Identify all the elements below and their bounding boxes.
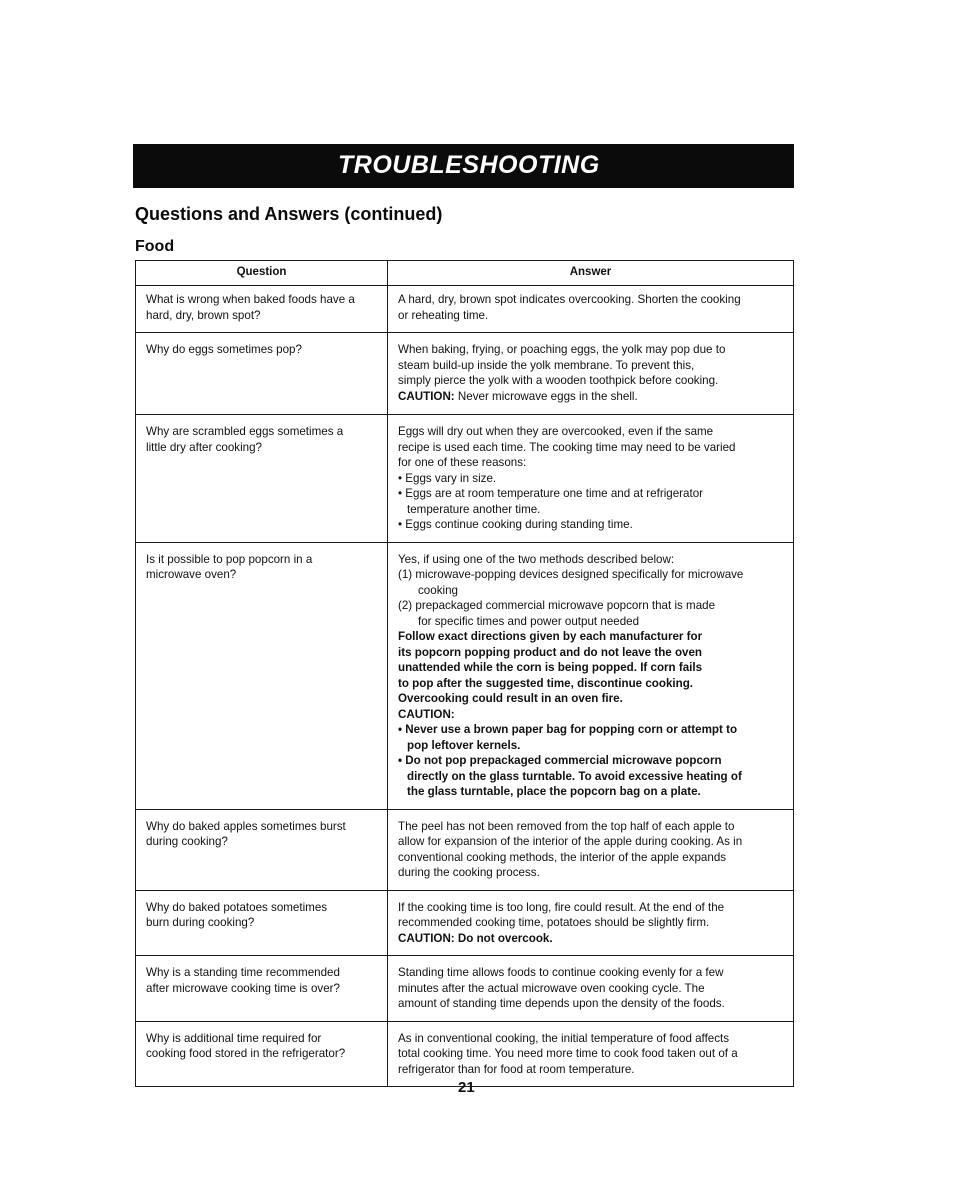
- answer-cell: [388, 890, 794, 956]
- answer-text: conventional cooking methods, the interior of the apple expands: [398, 850, 727, 864]
- warning-text: to pop after the suggested time, discontinue cooking.: [398, 676, 694, 690]
- warning-text: Follow exact directions given by each manufacturer for: [398, 630, 703, 643]
- question-text: Why is additional time required for: [146, 1031, 322, 1045]
- question-text: cooking food stored in the refrigerator?: [146, 1047, 346, 1060]
- question-text: Why do eggs sometimes pop?: [146, 343, 302, 356]
- answer-text: Yes, if using one of the two methods described below:: [398, 552, 675, 566]
- caution-label: CAUTION:: [398, 389, 455, 403]
- answer-caution-line: [398, 389, 783, 405]
- warning-text: its popcorn popping product and do not leave the oven: [398, 645, 703, 659]
- warning-text: unattended while the corn is being popped. If corn fails: [398, 661, 703, 674]
- table-row: [136, 809, 794, 890]
- answer-cell: [388, 333, 794, 415]
- answer-text: total cooking time. You need more time to cook food taken out of a: [398, 1047, 738, 1060]
- table-row: [136, 333, 794, 415]
- answer-cell: [388, 1021, 794, 1087]
- bullet-item-continued: temperature another time.: [407, 502, 541, 516]
- caution-bullet: • Never use a brown paper bag for popping corn or attempt to: [398, 723, 738, 736]
- caution-line: CAUTION: Do not overcook.: [398, 931, 553, 945]
- answer-text: Standing time allows foods to continue cooking evenly for a few: [398, 966, 724, 979]
- table-row: [136, 286, 794, 333]
- bullet-item: • Eggs continue cooking during standing time.: [398, 518, 633, 531]
- question-cell: [136, 809, 388, 890]
- answer-text: for specific times and power output needed: [418, 614, 640, 628]
- table-row: [136, 890, 794, 956]
- bullet-item: • Eggs vary in size.: [398, 471, 497, 485]
- caution-text: Never microwave eggs in the shell.: [454, 389, 638, 403]
- answer-column-header: Answer: [388, 261, 794, 286]
- caution-bullet-continued: directly on the glass turntable. To avoid excessive heating of: [407, 769, 742, 783]
- question-text: Why is a standing time recommended: [146, 966, 340, 979]
- answer-text: A hard, dry, brown spot indicates overcooking. Shorten the cooking: [398, 293, 741, 306]
- answer-cell: [388, 809, 794, 890]
- answer-text: recommended cooking time, potatoes should be slightly firm.: [398, 916, 710, 929]
- question-text: Why do baked potatoes sometimes: [146, 900, 328, 914]
- question-text: Is it possible to pop popcorn in a: [146, 552, 313, 566]
- question-text: Why do baked apples sometimes burst: [146, 819, 346, 833]
- question-text: burn during cooking?: [146, 916, 255, 929]
- question-cell: [136, 333, 388, 415]
- table-row: [136, 415, 794, 543]
- answer-text: The peel has not been removed from the top half of each apple to: [398, 819, 735, 833]
- answer-text: refrigerator than for food at room temperature.: [398, 1062, 635, 1076]
- answer-text: or reheating time.: [398, 308, 489, 322]
- warning-text: Overcooking could result in an oven fire.: [398, 692, 623, 705]
- question-text: after microwave cooking time is over?: [146, 981, 340, 995]
- bullet-item: • Eggs are at room temperature one time and at refrigerator: [398, 487, 704, 500]
- question-text: What is wrong when baked foods have a: [146, 293, 355, 306]
- answer-text: cooking: [418, 583, 458, 597]
- question-cell: [136, 1021, 388, 1087]
- answer-text: Eggs will dry out when they are overcooked, even if the same: [398, 425, 714, 438]
- table-row: [136, 542, 794, 809]
- question-cell: [136, 286, 388, 333]
- answer-text: during the cooking process.: [398, 866, 540, 879]
- question-cell: [136, 542, 388, 809]
- banner-title: TROUBLESHOOTING: [338, 151, 600, 179]
- answer-text: allow for expansion of the interior of the apple during cooking. As in: [398, 835, 743, 848]
- caution-bullet-continued: the glass turntable, place the popcorn bag on a plate.: [407, 785, 701, 798]
- answer-cell: [388, 542, 794, 809]
- table-row: [136, 1021, 794, 1087]
- qa-table: [135, 260, 794, 1087]
- question-text: hard, dry, brown spot?: [146, 308, 261, 322]
- answer-cell: [388, 286, 794, 333]
- caution-bullet-continued: pop leftover kernels.: [407, 738, 521, 752]
- question-column-header: Question: [136, 261, 388, 286]
- answer-text: for one of these reasons:: [398, 456, 527, 469]
- subsection-title: Food: [135, 238, 175, 255]
- answer-text: When baking, frying, or poaching eggs, the yolk may pop due to: [398, 343, 726, 356]
- answer-text: minutes after the actual microwave oven cooking cycle. The: [398, 981, 705, 995]
- title-banner: [133, 144, 794, 188]
- answer-text: If the cooking time is too long, fire could result. At the end of the: [398, 900, 725, 914]
- page-number: 21: [458, 1079, 475, 1096]
- question-text: little dry after cooking?: [146, 440, 262, 454]
- section-title: Questions and Answers (continued): [135, 204, 443, 224]
- answer-cell: [388, 415, 794, 543]
- caution-bullet: • Do not pop prepackaged commercial microwave popcorn: [398, 754, 722, 767]
- question-text: microwave oven?: [146, 568, 237, 581]
- answer-text: amount of standing time depends upon the density of the foods.: [398, 997, 725, 1010]
- caution-label: CAUTION:: [398, 707, 455, 721]
- answer-cell: [388, 956, 794, 1022]
- answer-text: simply pierce the yolk with a wooden toothpick before cooking.: [398, 374, 719, 387]
- question-cell: [136, 956, 388, 1022]
- question-cell: [136, 890, 388, 956]
- answer-text: recipe is used each time. The cooking time may need to be varied: [398, 440, 736, 454]
- question-text: during cooking?: [146, 835, 228, 848]
- table-header-row: [136, 261, 794, 286]
- table-row: [136, 956, 794, 1022]
- answer-text: As in conventional cooking, the initial temperature of food affects: [398, 1031, 730, 1045]
- answer-text: (2) prepackaged commercial microwave popcorn that is made: [398, 599, 716, 612]
- answer-text: steam build-up inside the yolk membrane. To prevent this,: [398, 358, 695, 372]
- question-text: Why are scrambled eggs sometimes a: [146, 425, 344, 438]
- answer-text: (1) microwave-popping devices designed specifically for microwave: [398, 568, 744, 581]
- question-cell: [136, 415, 388, 543]
